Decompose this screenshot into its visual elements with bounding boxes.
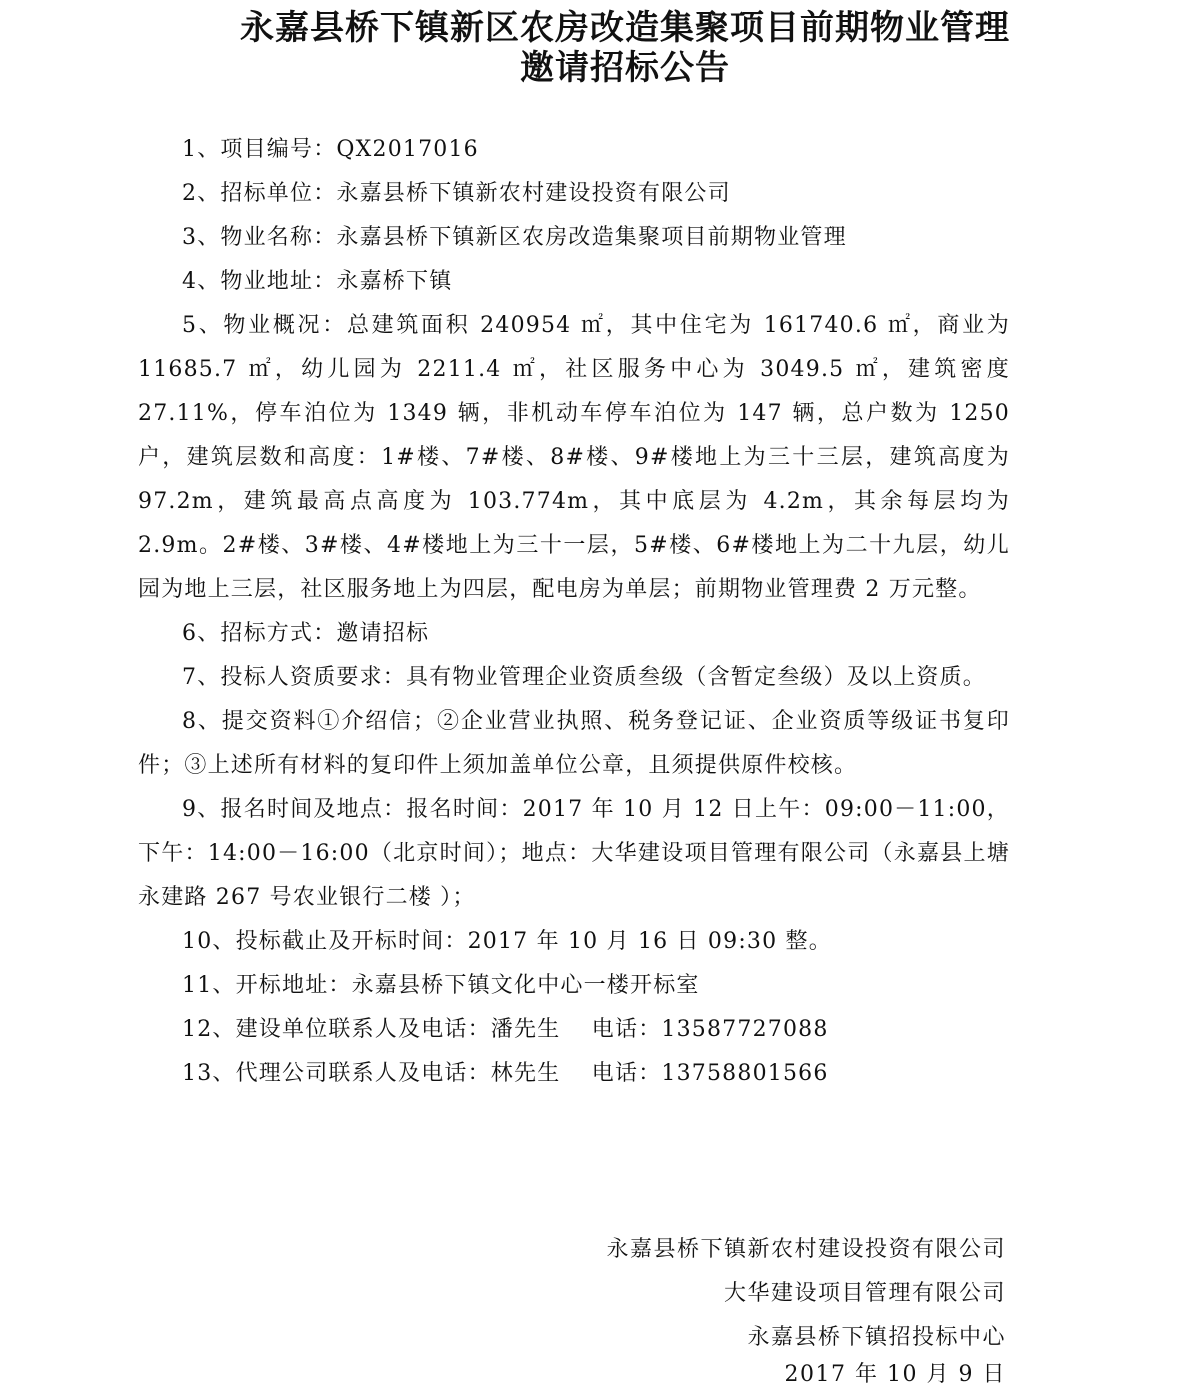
- document-title-line-2: 邀请招标公告: [520, 48, 730, 88]
- item-tender-method: 6、招标方式：邀请招标: [182, 621, 430, 646]
- item-project-number: 1、项目编号：QX2017016: [182, 137, 479, 162]
- item-tendering-unit: 2、招标单位：永嘉县桥下镇新农村建设投资有限公司: [182, 181, 731, 206]
- item-submission-documents: 8、提交资料①介绍信；②企业营业执照、税务登记证、企业资质等级证书复印件；③上述所有材料的复印件上须加盖单位公章，且须提供原件校核。: [138, 709, 1010, 778]
- item-agent-contact: 13、代理公司联系人及电话：林先生 电话：13758801566: [182, 1061, 829, 1086]
- item-bidder-qualification: 7、投标人资质要求：具有物业管理企业资质叁级（含暂定叁级）及以上资质。: [182, 665, 986, 690]
- item-owner-contact: 12、建设单位联系人及电话：潘先生 电话：13587727088: [182, 1017, 829, 1042]
- signature-org-agent: 大华建设项目管理有限公司: [723, 1281, 1006, 1306]
- item-bid-opening-address: 11、开标地址：永嘉县桥下镇文化中心一楼开标室: [182, 973, 700, 998]
- signature-block: [606, 1228, 1006, 1390]
- document-title-line-1: 永嘉县桥下镇新区农房改造集聚项目前期物业管理: [240, 8, 1010, 48]
- signature-org-center: 永嘉县桥下镇招投标中心: [747, 1325, 1006, 1350]
- item-property-overview: 5、物业概况：总建筑面积 240954 ㎡，其中住宅为 161740.6 ㎡，商业为 11685.7 ㎡，幼儿园为 2211.4 ㎡，社区服务中心为 3049.5 ㎡，建筑密度 27.11%，停车泊位为 1349 辆，非机动车停车泊位为 147 辆，总户数为 1250 户，建筑层数和高度：1#楼、7#楼、8#楼、9#楼地上为三十三层，建筑高度为 97.2m，建筑最高点高度为 103.774m，其中底层为 4.2m，其余每层均为 2.9m。2#楼、3#楼、4#楼地上为三十一层，5#楼、6#楼地上为二十九层，幼儿园为地上三层，社区服务地上为四层，配电房为单层；前期物业管理费 2 万元整。: [138, 313, 1010, 602]
- announcement-body: [138, 128, 1010, 1096]
- item-bid-deadline: 10、投标截止及开标时间：2017 年 10 月 16 日 09:30 整。: [182, 929, 832, 954]
- signature-date: 2017 年 10 月 9 日: [784, 1362, 1006, 1387]
- signature-org-owner: 永嘉县桥下镇新农村建设投资有限公司: [606, 1237, 1006, 1262]
- item-registration-time-place: 9、报名时间及地点：报名时间：2017 年 10 月 12 日上午：09:00－11:00，下午：14:00－16:00（北京时间）；地点：大华建设项目管理有限公司（永嘉县上塘永建路 267 号农业银行二楼 ）；: [138, 797, 1010, 910]
- item-property-name: 3、物业名称：永嘉县桥下镇新区农房改造集聚项目前期物业管理: [182, 225, 847, 250]
- item-property-address: 4、物业地址：永嘉桥下镇: [182, 269, 453, 294]
